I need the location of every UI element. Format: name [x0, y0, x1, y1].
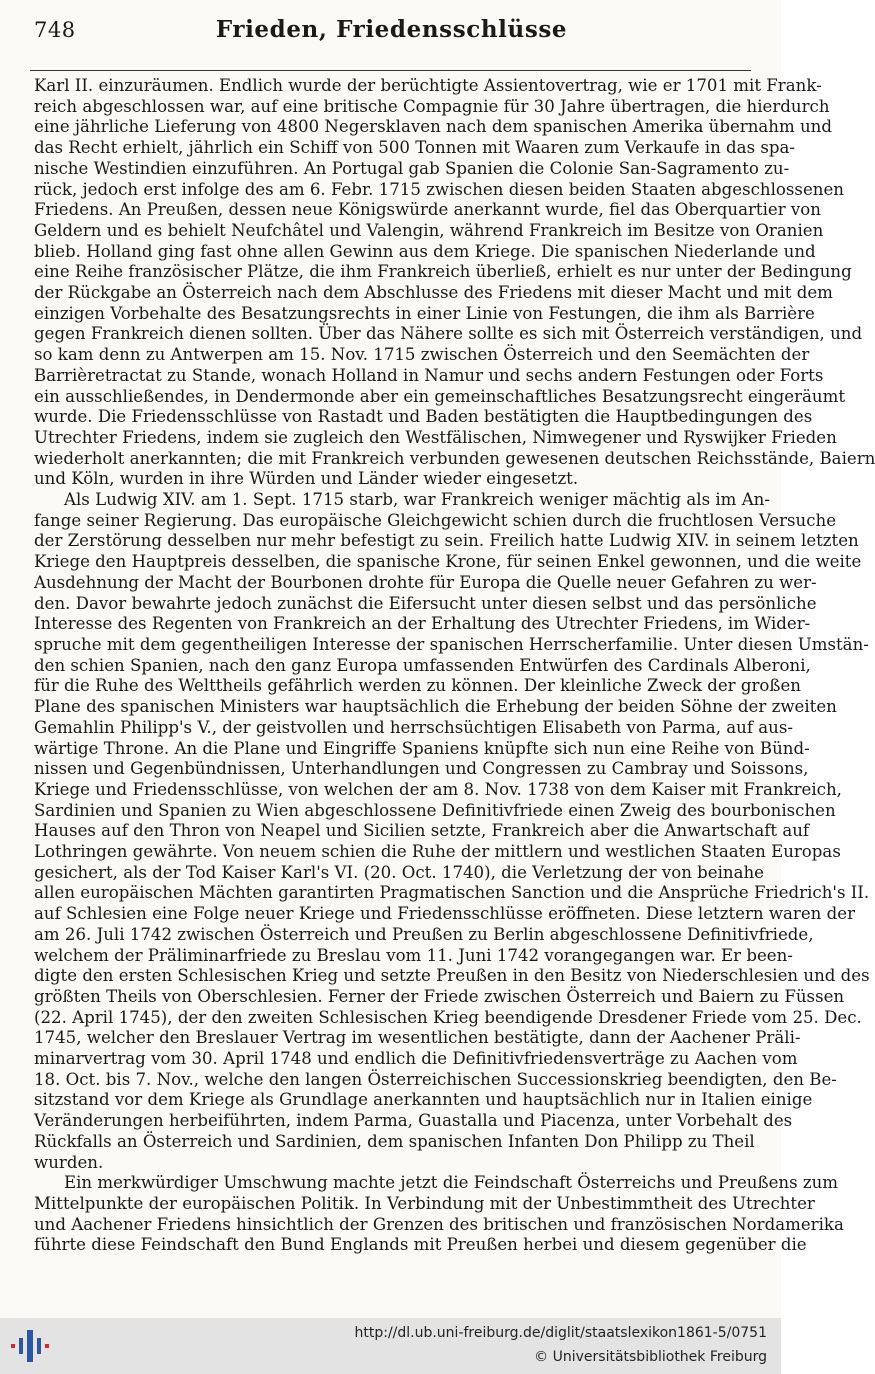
text-line: minarvertrag vom 30. April 1748 und endlich die Definitivfriedensverträge zu Aachen vom	[34, 1049, 798, 1069]
text-line: digte den ersten Schlesischen Krieg und setzte Preußen in den Besitz von Niederschlesien und des	[34, 966, 870, 986]
running-title: Frieden, Friedensschlüsse	[215, 16, 568, 43]
text-line: 1745, welcher den Breslauer Vertrag im wesentlichen bestätigte, dann der Aachener Präli-	[34, 1028, 801, 1048]
text-line: größten Theils von Oberschlesien. Ferner der Friede zwischen Österreich und Baiern zu Füssen	[34, 986, 845, 1006]
text-line: der Zerstörung desselben nur mehr befestigt zu sein. Freilich hatte Ludwig XIV. in seinem letzten	[34, 531, 859, 551]
text-line: für die Ruhe des Welttheils gefährlich werden zu können. Der kleinliche Zweck der großen	[34, 676, 801, 696]
text-line: und Köln, wurden in ihre Würden und Länder wieder eingesetzt.	[34, 469, 579, 489]
text-line: nissen und Gegenbündnissen, Unterhandlungen und Congressen zu Cambray und Soissons,	[34, 759, 809, 779]
text-line: blieb. Holland ging fast ohne allen Gewinn aus dem Kriege. Die spanischen Niederlande und	[34, 241, 816, 261]
text-line: Hauses auf den Thron von Neapel und Sicilien setzte, Frankreich aber die Anwartschaft auf	[34, 821, 810, 841]
header-rule	[30, 70, 751, 71]
text-line: Kriege den Hauptpreis desselben, die spanische Krone, für seinen Enkel gewonnen, und die weite	[34, 552, 862, 572]
text-line: Sardinien und Spanien zu Wien abgeschlossene Definitivfriede einen Zweig des bourbonischen	[34, 800, 836, 820]
text-line: Kriege und Friedensschlüsse, von welchen der am 8. Nov. 1738 von dem Kaiser mit Frankreich,	[34, 779, 842, 799]
text-line: Veränderungen herbeiführten, indem Parma, Guastalla und Piacenza, unter Vorbehalt des	[34, 1111, 793, 1131]
text-line: reich abgeschlossen war, auf eine britische Compagnie für 30 Jahre übertragen, die hierdurch	[34, 96, 830, 116]
text-line: das Recht erhielt, jährlich ein Schiff von 500 Tonnen mit Waaren zum Verkaufe in das spa-	[34, 138, 796, 158]
text-line: gegen Frankreich dienen sollten. Über das Nähere sollte es sich mit Österreich verständigen, und	[34, 324, 863, 344]
text-line: Gemahlin Philipp's V., der geistvollen und herrschsüchtigen Elisabeth von Parma, auf aus-	[34, 717, 793, 737]
text-line: wurden.	[34, 1152, 104, 1172]
text-line: (22. April 1745), der den zweiten Schlesischen Krieg beendigende Dresdener Friede vom 25. Dec.	[34, 1007, 862, 1027]
text-line: der Rückgabe an Österreich nach dem Abschlusse des Friedens mit dieser Macht und mit dem	[34, 283, 833, 303]
text-line: wurde. Die Friedensschlüsse von Rastadt und Baden bestätigten die Hauptbedingungen des	[34, 407, 813, 427]
text-line: sitzstand vor dem Kriege als Grundlage anerkannten und hauptsächlich nur in Italien einige	[34, 1090, 813, 1110]
text-line: führte diese Feindschaft den Bund Englands mit Preußen herbei und diesem gegenüber die	[34, 1235, 807, 1255]
text-line: Karl II. einzuräumen. Endlich wurde der berüchtigte Assientovertrag, wie er 1701 mit Frank-	[34, 76, 822, 95]
paragraph	[34, 76, 875, 490]
text-line: fange seiner Regierung. Das europäische Gleichgewicht schien durch die fruchtlosen Versuche	[34, 510, 837, 530]
text-line: eine jährliche Lieferung von 4800 Negersklaven nach dem spanischen Amerika übernahm und	[34, 117, 832, 137]
text-line: Lothringen gewährte. Von neuem schien die Ruhe der mittlern und westlichen Staaten Europas	[34, 842, 841, 862]
text-line: Barrièretractat zu Stande, wonach Holland in Namur und sechs andern Festungen oder Forts	[34, 365, 824, 385]
text-line: wärtige Throne. An die Plane und Eingriffe Spaniens knüpfte sich nun eine Reihe von Bünd-	[34, 738, 810, 758]
text-line: Friedens. An Preußen, dessen neue Königswürde anerkannt wurde, fiel das Oberquartier von	[34, 200, 821, 220]
text-line: rück, jedoch erst infolge des am 6. Febr. 1715 zwischen diesen beiden Staaten abgeschlossenen	[34, 179, 844, 199]
text-line: Rückfalls an Österreich und Sardinien, dem spanischen Infanten Don Philipp zu Theil	[34, 1131, 755, 1151]
body-text	[34, 76, 875, 1256]
text-line: den schien Spanien, nach den ganz Europa umfassenden Entwürfen des Cardinals Alberoni,	[34, 655, 811, 675]
text-line: spruche mit dem gegentheiligen Interesse der spanischen Herrscherfamilie. Unter diesen Umstän-	[34, 634, 869, 654]
text-line: Geldern und es behielt Neufchâtel und Valengin, während Frankreich im Besitze von Oranien	[34, 220, 824, 240]
text-line: allen europäischen Mächten garantirten Pragmatischen Sanction und die Ansprüche Friedrich's II.	[34, 883, 870, 903]
text-line: Ein merkwürdiger Umschwung machte jetzt die Feindschaft Österreichs und Preußens zum	[64, 1173, 839, 1193]
text-line: gesichert, als der Tod Kaiser Karl's VI. (20. Oct. 1740), die Verletzung der von beinahe	[34, 862, 764, 882]
text-line: welchem der Präliminarfriede zu Breslau vom 11. Juni 1742 vorangegangen war. Er been-	[34, 945, 793, 965]
text-line: Mittelpunkte der europäischen Politik. In Verbindung mit der Unbestimmtheit des Utrechter	[34, 1193, 815, 1213]
text-line: und Aachener Friedens hinsichtlich der Grenzen des britischen und französischen Nordamerika	[34, 1214, 844, 1234]
text-line: auf Schlesien eine Folge neuer Kriege und Friedensschlüsse eröffneten. Diese letztern waren der	[34, 904, 856, 924]
text-line: einzigen Vorbehalte des Besatzungsrechts in einer Linie von Festungen, die ihm als Barrière	[34, 303, 815, 323]
page-number: 748	[34, 18, 76, 42]
paragraph	[34, 490, 870, 1173]
text-line: nische Westindien einzuführen. An Portugal gab Spanien die Colonie San-Sagramento zu-	[34, 158, 790, 178]
text-line: eine Reihe französischer Plätze, die ihm Frankreich überließ, erhielt es nur unter der Bedingung	[34, 262, 852, 282]
text-line: ein ausschließendes, in Dendermonde aber ein gemeinschaftliches Besatzungsrecht eingeräumt	[34, 386, 846, 406]
text-line: wiederholt anerkannten; die mit Frankreich verbunden gewesenen deutschen Reichsstände, Baiern	[34, 448, 875, 468]
text-line: den. Davor bewahrte jedoch zunächst die Eifersucht unter diesen selbst und das persönliche	[34, 593, 817, 613]
text-line: 18. Oct. bis 7. Nov., welche den langen Österreichischen Successionskrieg beendigten, den Be-	[34, 1069, 837, 1089]
ub-freiburg-logo-icon	[10, 1328, 50, 1364]
page-header	[34, 14, 749, 48]
text-line: am 26. Juli 1742 zwischen Österreich und Preußen zu Berlin abgeschlossene Definitivfriede,	[34, 924, 814, 944]
text-line: Plane des spanischen Ministers war hauptsächlich die Erhebung der beiden Söhne der zweiten	[34, 697, 837, 717]
text-line: so kam denn zu Antwerpen am 15. Nov. 1715 zwischen Österreich und den Seemächten der	[34, 345, 810, 365]
text-line: Utrechter Friedens, indem sie zugleich den Westfälischen, Nimwegener und Ryswijker Frieden	[34, 427, 837, 447]
copyright-notice: © Universitätsbibliothek Freiburg	[534, 1349, 767, 1365]
text-line: Interesse des Regenten von Frankreich an der Erhaltung des Utrechter Friedens, im Wider-	[34, 614, 811, 634]
source-url-link[interactable]: http://dl.ub.uni-freiburg.de/diglit/staatslexikon1861-5/0751	[354, 1325, 767, 1341]
paragraph	[34, 1173, 844, 1256]
footer-bar	[0, 1318, 781, 1374]
text-line: Als Ludwig XIV. am 1. Sept. 1715 starb, war Frankreich weniger mächtig als im An-	[64, 490, 770, 510]
text-line: Ausdehnung der Macht der Bourbonen drohte für Europa die Quelle neuer Gefahren zu wer-	[34, 572, 817, 592]
